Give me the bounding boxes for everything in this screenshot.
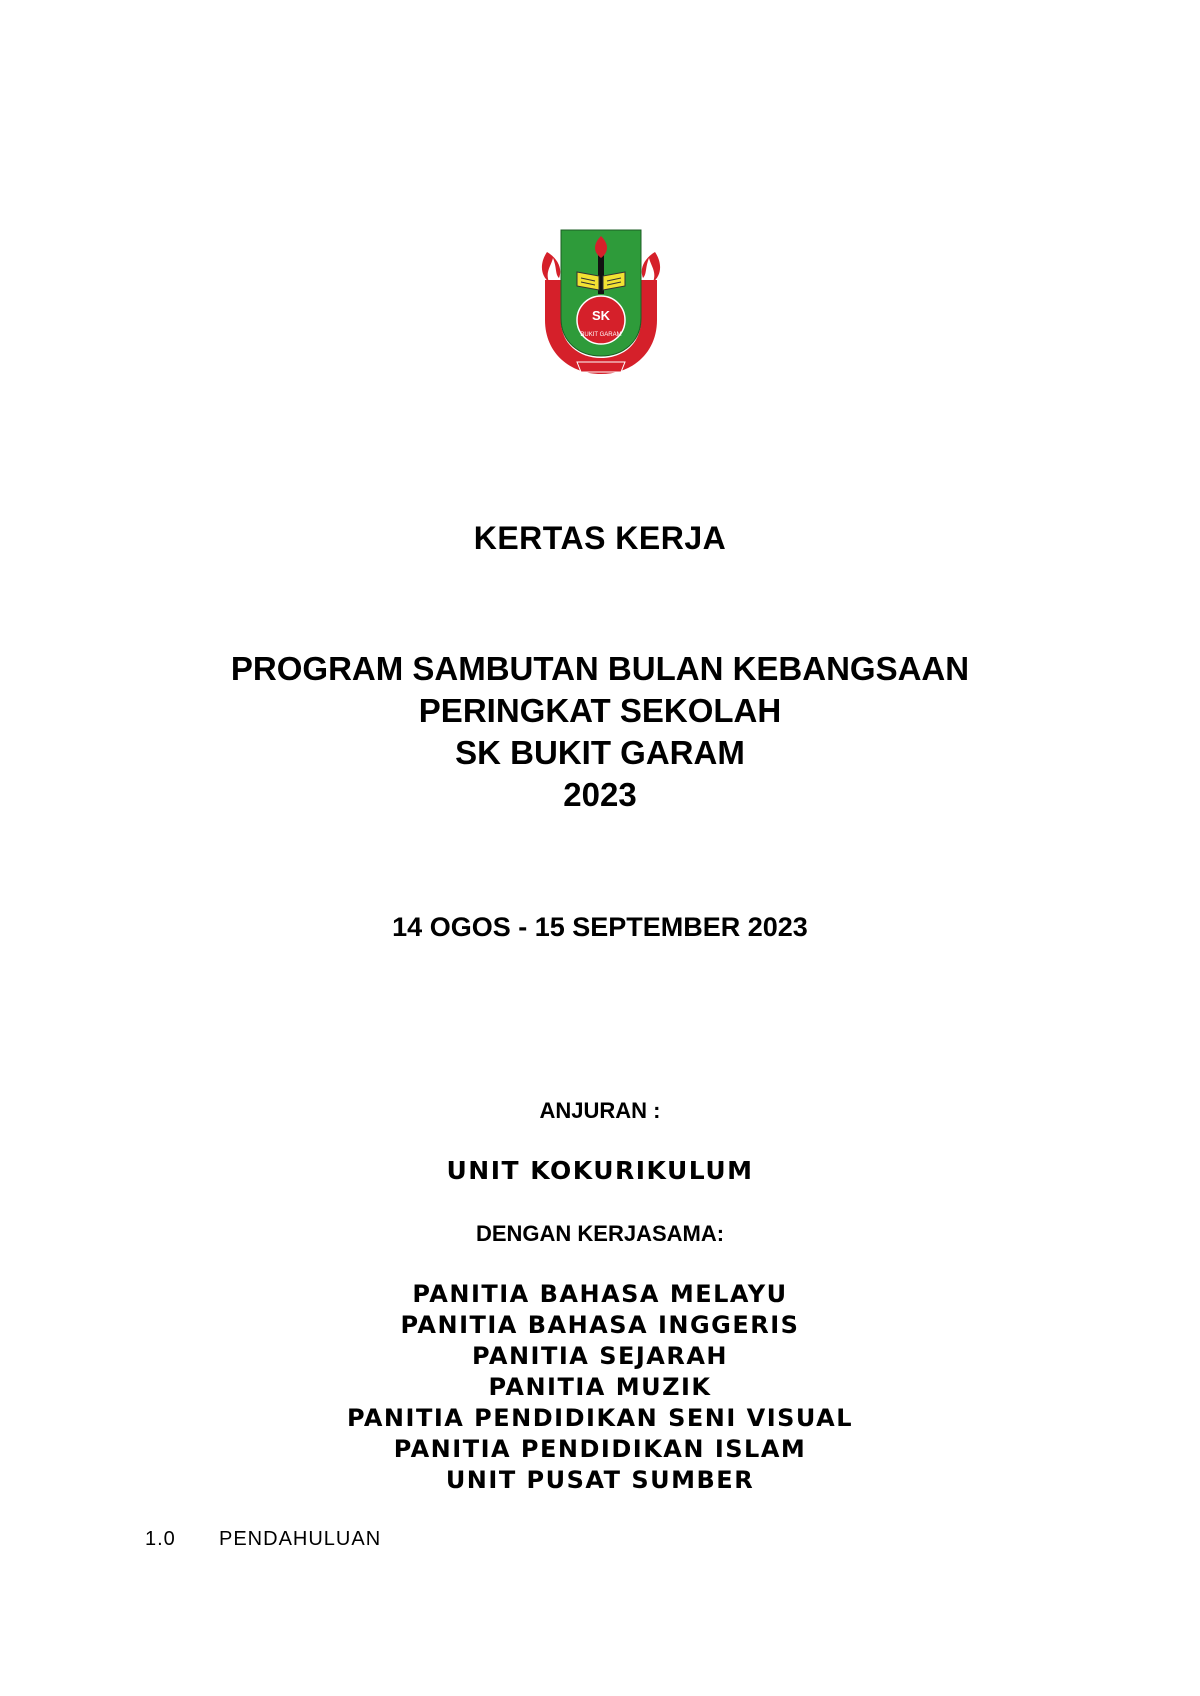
collaborator-list — [0, 1279, 1200, 1496]
collaborator-item: PANITIA PENDIDIKAN SENI VISUAL — [346, 1404, 854, 1432]
organizer-label: ANJURAN : — [539, 1098, 661, 1123]
collaborator-item: PANITIA PENDIDIKAN ISLAM — [393, 1435, 807, 1463]
school-crest-logo — [537, 228, 665, 380]
collaborator-item: UNIT PUSAT SUMBER — [445, 1466, 755, 1494]
section-number: 1.0 — [145, 1528, 176, 1550]
section-heading — [145, 1528, 381, 1551]
program-title-line: PERINGKAT SEKOLAH — [418, 692, 782, 729]
organizer-name: UNIT KOKURIKULUM — [446, 1156, 754, 1185]
collaborator-item: PANITIA MUZIK — [488, 1373, 712, 1401]
school-crest-icon — [537, 228, 665, 380]
section-title: PENDAHULUAN — [219, 1528, 382, 1550]
program-title-line: SK BUKIT GARAM — [455, 734, 745, 771]
crest-ring-text: BUKIT GARAM — [580, 332, 622, 338]
program-dates: 14 OGOS - 15 SEPTEMBER 2023 — [392, 912, 808, 942]
collaborator-item: PANITIA SEJARAH — [471, 1342, 729, 1370]
document-title: KERTAS KERJA — [473, 520, 727, 556]
program-title-block — [0, 648, 1200, 816]
program-year: 2023 — [563, 776, 637, 813]
program-title-line: PROGRAM SAMBUTAN BULAN KEBANGSAAN — [230, 650, 970, 687]
collaboration-label: DENGAN KERJASAMA: — [475, 1221, 725, 1246]
collaborator-item: PANITIA BAHASA MELAYU — [412, 1280, 788, 1308]
collaborator-item: PANITIA BAHASA INGGERIS — [400, 1311, 800, 1339]
crest-initials: SK — [591, 308, 611, 323]
